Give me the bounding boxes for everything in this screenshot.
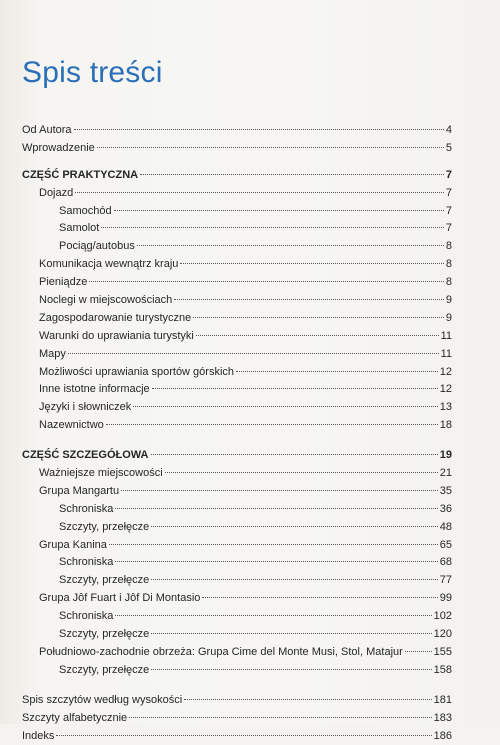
dot-leader bbox=[115, 614, 431, 616]
toc-entry bbox=[22, 417, 452, 435]
dot-leader bbox=[405, 650, 432, 652]
toc-entry-label: Grupa Kanina bbox=[39, 537, 107, 555]
dot-leader bbox=[115, 507, 437, 509]
dot-leader bbox=[151, 668, 431, 670]
toc-entry-page: 48 bbox=[440, 519, 452, 537]
dot-leader bbox=[68, 352, 439, 354]
toc-entry bbox=[22, 381, 452, 399]
toc-entry-page: 5 bbox=[446, 140, 452, 158]
toc-entry bbox=[22, 590, 452, 608]
toc-entry-page: 13 bbox=[440, 399, 452, 417]
toc-entry-page: 183 bbox=[434, 710, 452, 728]
dot-leader bbox=[101, 226, 444, 228]
table-of-contents bbox=[22, 122, 452, 745]
toc-entry bbox=[22, 537, 452, 555]
toc-entry-page: 99 bbox=[440, 590, 452, 608]
toc-entry-page: 19 bbox=[440, 447, 452, 465]
toc-entry-label: Komunikacja wewnątrz kraju bbox=[39, 256, 178, 274]
toc-entry bbox=[22, 554, 452, 572]
dot-leader bbox=[151, 578, 437, 580]
toc-entry-label: Pieniądze bbox=[39, 274, 87, 292]
toc-entry bbox=[22, 364, 452, 382]
dot-leader bbox=[140, 173, 444, 175]
toc-entry-label: CZĘŚĆ SZCZEGÓŁOWA bbox=[22, 447, 149, 465]
toc-entry-page: 7 bbox=[446, 185, 452, 203]
dot-leader bbox=[75, 191, 444, 193]
toc-entry bbox=[22, 346, 452, 364]
toc-entry-page: 68 bbox=[440, 554, 452, 572]
dot-leader bbox=[151, 525, 437, 527]
toc-entry-page: 11 bbox=[441, 328, 452, 346]
dot-leader bbox=[202, 596, 437, 598]
toc-entry bbox=[22, 447, 452, 465]
toc-entry-label: Południowo-zachodnie obrzeża: Grupa Cime del Monte Musi, Stol, Matajur bbox=[39, 644, 403, 662]
toc-entry-label: Grupa Mangartu bbox=[39, 483, 119, 501]
toc-entry-page: 8 bbox=[446, 256, 452, 274]
toc-entry-page: 7 bbox=[446, 167, 452, 185]
toc-entry-label: Schroniska bbox=[59, 608, 113, 626]
dot-leader bbox=[236, 370, 438, 372]
toc-entry-label: Samochód bbox=[59, 203, 112, 221]
dot-leader bbox=[151, 453, 438, 455]
toc-entry-label: Indeks bbox=[22, 728, 54, 745]
toc-entry-page: 4 bbox=[446, 122, 452, 140]
toc-entry bbox=[22, 167, 452, 185]
toc-entry-label: Szczyty, przełęcze bbox=[59, 572, 149, 590]
toc-entry bbox=[22, 274, 452, 292]
toc-entry-page: 18 bbox=[440, 417, 452, 435]
toc-entry-label: Języki i słowniczek bbox=[39, 399, 131, 417]
toc-entry-label: Dojazd bbox=[39, 185, 73, 203]
toc-entry-page: 155 bbox=[434, 644, 452, 662]
toc-entry-page: 8 bbox=[446, 274, 452, 292]
dot-leader bbox=[114, 209, 444, 211]
dot-leader bbox=[121, 489, 438, 491]
dot-leader bbox=[174, 298, 444, 300]
dot-leader bbox=[193, 316, 444, 318]
dot-leader bbox=[56, 734, 431, 736]
dot-leader bbox=[184, 698, 431, 700]
toc-entry bbox=[22, 519, 452, 537]
toc-entry-page: 11 bbox=[441, 346, 452, 364]
toc-entry bbox=[22, 185, 452, 203]
toc-entry bbox=[22, 465, 452, 483]
toc-entry-label: Nazewnictwo bbox=[39, 417, 104, 435]
dot-leader bbox=[196, 334, 439, 336]
toc-entry-page: 158 bbox=[434, 662, 452, 680]
toc-entry bbox=[22, 399, 452, 417]
toc-entry-label: Szczyty, przełęcze bbox=[59, 626, 149, 644]
toc-entry-label: Grupa Jôf Fuart i Jôf Di Montasio bbox=[39, 590, 200, 608]
toc-entry-label: Od Autora bbox=[22, 122, 72, 140]
page-title: Spis treści bbox=[22, 56, 163, 90]
dot-leader bbox=[165, 471, 438, 473]
toc-entry-label: Schroniska bbox=[59, 501, 113, 519]
toc-entry bbox=[22, 662, 452, 680]
toc-entry-label: Pociąg/autobus bbox=[59, 238, 135, 256]
dot-leader bbox=[106, 423, 438, 425]
toc-entry-page: 8 bbox=[446, 238, 452, 256]
toc-entry bbox=[22, 220, 452, 238]
toc-entry-label: Inne istotne informacje bbox=[39, 381, 150, 399]
toc-entry-label: Noclegi w miejscowościach bbox=[39, 292, 172, 310]
toc-entry bbox=[22, 140, 452, 158]
toc-entry bbox=[22, 122, 452, 140]
dot-leader bbox=[129, 716, 431, 718]
toc-entry-label: CZĘŚĆ PRAKTYCZNA bbox=[22, 167, 138, 185]
toc-entry-page: 9 bbox=[446, 310, 452, 328]
toc-entry-page: 77 bbox=[440, 572, 452, 590]
toc-entry bbox=[22, 644, 452, 662]
dot-leader bbox=[152, 387, 438, 389]
toc-entry bbox=[22, 710, 452, 728]
toc-entry bbox=[22, 501, 452, 519]
section-spacer bbox=[22, 158, 452, 167]
toc-entry-label: Mapy bbox=[39, 346, 66, 364]
toc-entry-label: Schroniska bbox=[59, 554, 113, 572]
toc-entry-page: 12 bbox=[440, 364, 452, 382]
dot-leader bbox=[180, 262, 443, 264]
toc-entry bbox=[22, 310, 452, 328]
toc-entry-page: 181 bbox=[434, 692, 452, 710]
dot-leader bbox=[133, 405, 437, 407]
toc-entry-page: 21 bbox=[440, 465, 452, 483]
toc-entry bbox=[22, 572, 452, 590]
toc-entry-label: Szczyty, przełęcze bbox=[59, 519, 149, 537]
toc-entry bbox=[22, 483, 452, 501]
toc-entry-page: 12 bbox=[440, 381, 452, 399]
toc-entry-page: 7 bbox=[446, 220, 452, 238]
toc-entry-page: 36 bbox=[440, 501, 452, 519]
toc-entry bbox=[22, 292, 452, 310]
dot-leader bbox=[89, 280, 444, 282]
section-spacer bbox=[22, 435, 452, 447]
toc-entry-page: 186 bbox=[434, 728, 452, 745]
toc-entry-page: 65 bbox=[440, 537, 452, 555]
toc-entry-page: 9 bbox=[446, 292, 452, 310]
toc-entry-label: Szczyty, przełęcze bbox=[59, 662, 149, 680]
dot-leader bbox=[74, 128, 444, 130]
dot-leader bbox=[151, 632, 431, 634]
toc-entry bbox=[22, 608, 452, 626]
toc-entry bbox=[22, 692, 452, 710]
toc-entry-label: Zagospodarowanie turystyczne bbox=[39, 310, 191, 328]
toc-entry bbox=[22, 238, 452, 256]
toc-entry-page: 7 bbox=[446, 203, 452, 221]
toc-entry-label: Wprowadzenie bbox=[22, 140, 95, 158]
toc-entry-label: Warunki do uprawiania turystyki bbox=[39, 328, 194, 346]
toc-entry-label: Samolot bbox=[59, 220, 99, 238]
toc-entry bbox=[22, 203, 452, 221]
section-spacer bbox=[22, 680, 452, 692]
toc-entry bbox=[22, 626, 452, 644]
toc-entry-label: Ważniejsze miejscowości bbox=[39, 465, 163, 483]
toc-entry-page: 35 bbox=[440, 483, 452, 501]
dot-leader bbox=[109, 543, 438, 545]
toc-entry-label: Spis szczytów według wysokości bbox=[22, 692, 182, 710]
toc-entry bbox=[22, 328, 452, 346]
toc-entry bbox=[22, 256, 452, 274]
toc-entry bbox=[22, 728, 452, 745]
dot-leader bbox=[115, 560, 437, 562]
toc-entry-page: 102 bbox=[434, 608, 452, 626]
toc-entry-page: 120 bbox=[434, 626, 452, 644]
toc-entry-label: Szczyty alfabetycznie bbox=[22, 710, 127, 728]
dot-leader bbox=[97, 146, 444, 148]
toc-entry-label: Możliwości uprawiania sportów górskich bbox=[39, 364, 234, 382]
dot-leader bbox=[137, 244, 444, 246]
